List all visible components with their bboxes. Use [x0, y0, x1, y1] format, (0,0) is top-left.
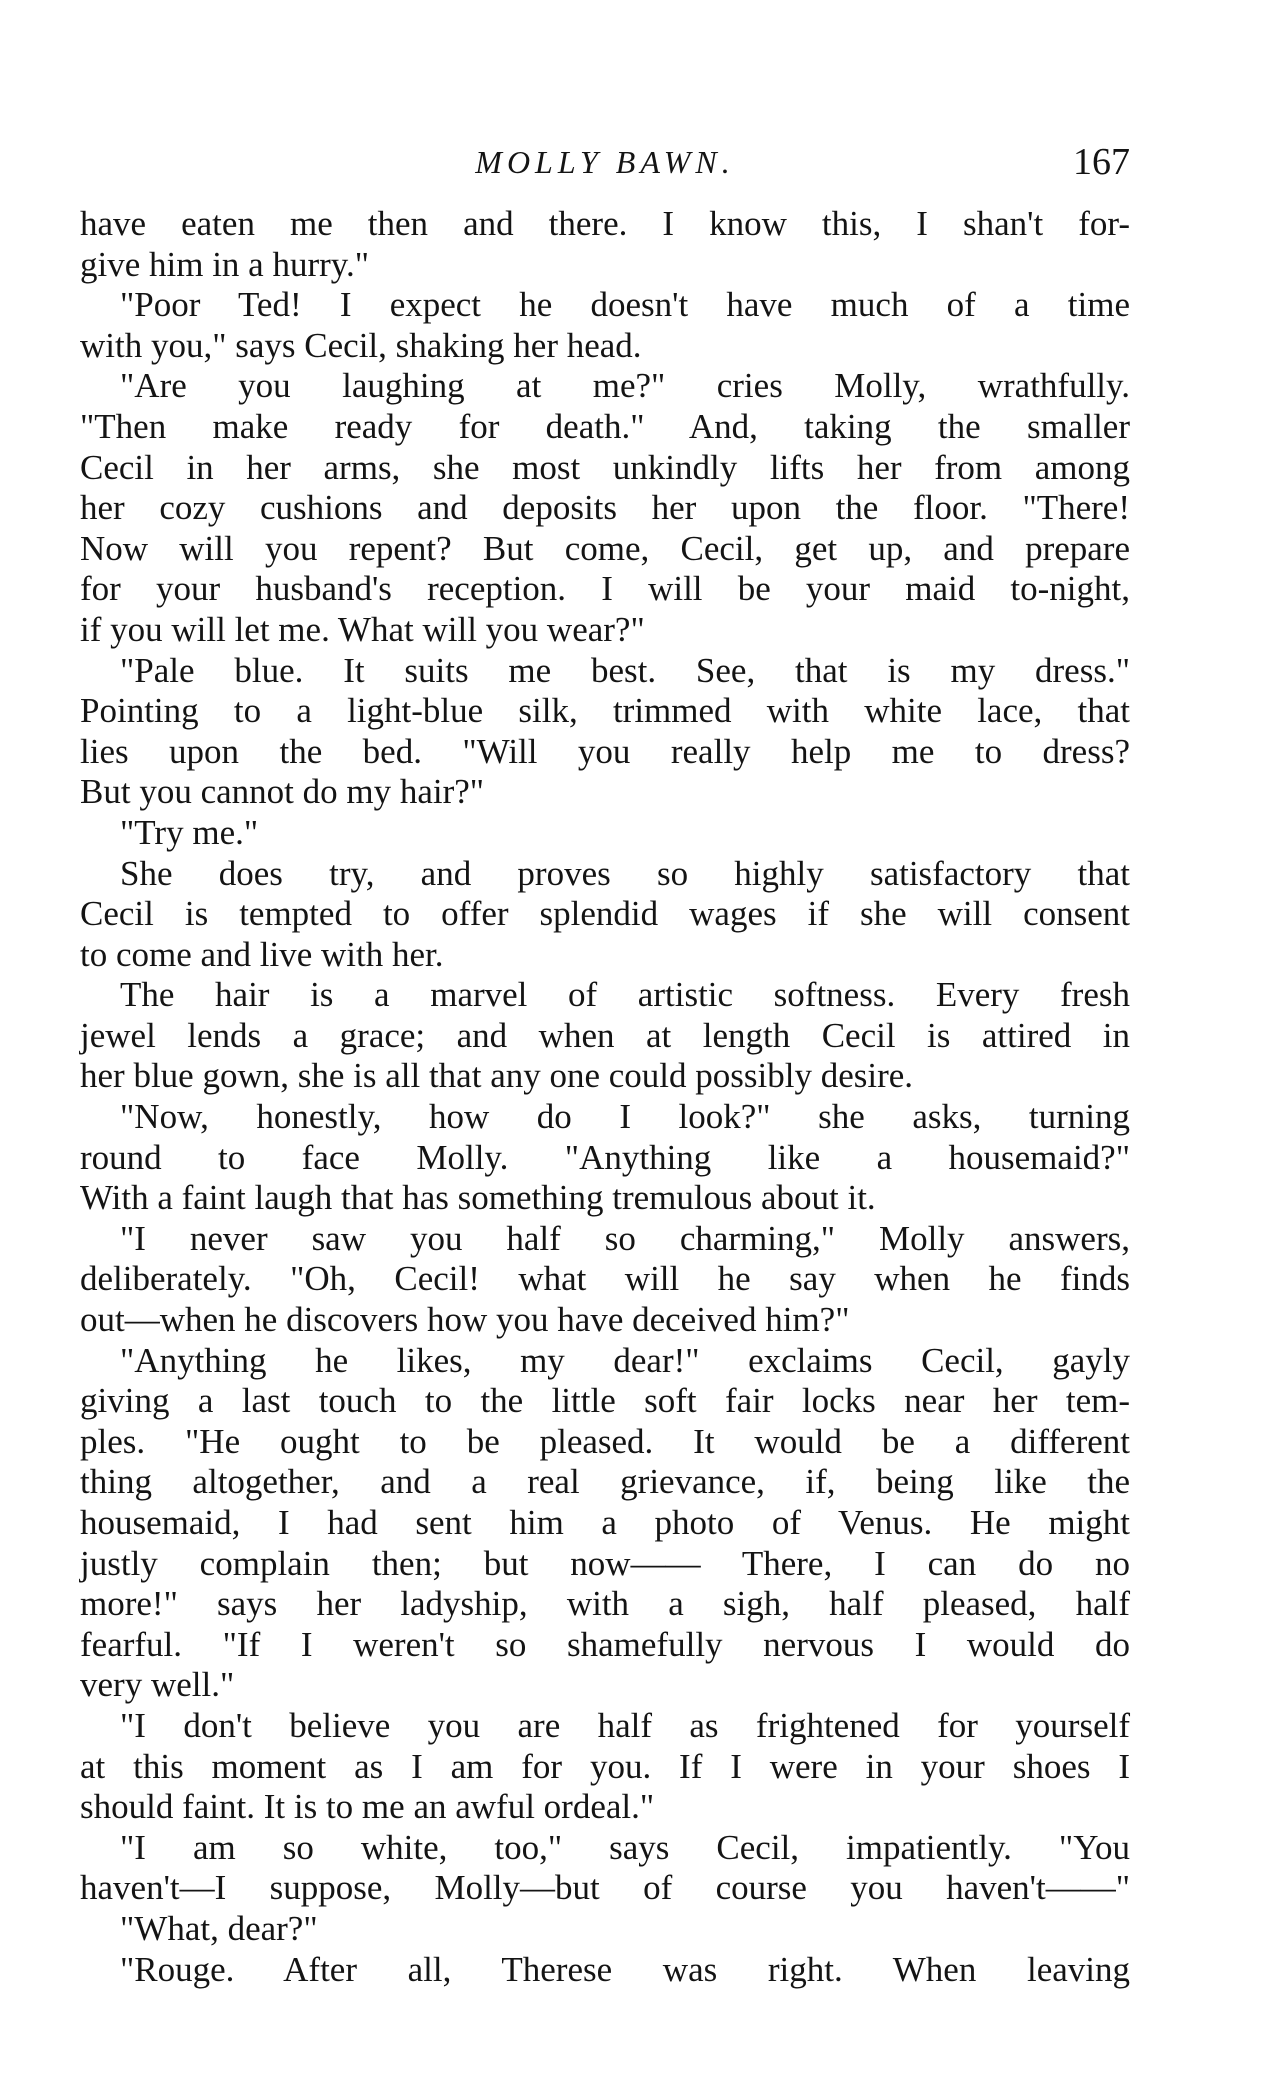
text-line: jewel lends a grace; and when at length Cecil is attired in — [80, 1015, 1130, 1055]
text-line: give him in a hurry." — [80, 244, 370, 284]
text-line: "I never saw you half so charming," Molly answers, — [120, 1218, 1130, 1258]
text-line: giving a last touch to the little soft fair locks near her tem- — [80, 1381, 1130, 1421]
text-line: fearful. "If I weren't so shamefully nervous I would do — [80, 1624, 1130, 1664]
book-page — [80, 140, 1130, 2040]
text-line: "Then make ready for death." And, taking the smaller — [80, 406, 1130, 446]
text-line: She does try, and proves so highly satisfactory that — [120, 853, 1130, 893]
text-line: "Try me." — [120, 812, 259, 852]
text-line: have eaten me then and there. I know this, I shan't for- — [80, 204, 1130, 243]
text-line: lies upon the bed. "Will you really help me to dress? — [80, 731, 1130, 771]
text-line: should faint. It is to me an awful ordeal." — [80, 1787, 655, 1827]
text-line: Cecil in her arms, she most unkindly lifts her from among — [80, 447, 1130, 487]
text-line: her blue gown, she is all that any one could possibly desire. — [80, 1056, 914, 1096]
text-line: her cozy cushions and deposits her upon the floor. "There! — [80, 488, 1130, 528]
text-line: "Now, honestly, how do I look?" she asks, turning — [120, 1097, 1130, 1137]
text-line: housemaid, I had sent him a photo of Venus. He might — [80, 1503, 1130, 1542]
text-line: with you," says Cecil, shaking her head. — [80, 325, 642, 365]
text-line: at this moment as I am for you. If I were in your shoes I — [80, 1746, 1130, 1786]
text-line: "Are you laughing at me?" cries Molly, wrathfully. — [120, 366, 1130, 406]
text-line: But you cannot do my hair?" — [80, 772, 485, 812]
text-line: thing altogether, and a real grievance, if, being like the — [80, 1462, 1130, 1502]
text-line: out—when he discovers how you have deceived him?" — [80, 1300, 850, 1340]
running-title: MOLLY BAWN. — [475, 144, 735, 180]
text-line: The hair is a marvel of artistic softness. Every fresh — [120, 975, 1130, 1015]
text-line: round to face Molly. "Anything like a housemaid?" — [80, 1137, 1130, 1177]
text-line: very well." — [80, 1665, 235, 1705]
text-line: more!" says her ladyship, with a sigh, half pleased, half — [80, 1584, 1130, 1624]
text-line: With a faint laugh that has something tremulous about it. — [80, 1178, 876, 1218]
text-line: "I am so white, too," says Cecil, impatiently. "You — [120, 1827, 1130, 1867]
page-header — [80, 140, 1130, 196]
text-line: Now will you repent? But come, Cecil, get up, and prepare — [80, 528, 1130, 568]
text-line: "Pale blue. It suits me best. See, that is my dress." — [120, 650, 1130, 690]
text-line: Pointing to a light-blue silk, trimmed with white lace, that — [80, 691, 1130, 731]
text-line: haven't—I suppose, Molly—but of course you haven't——" — [80, 1868, 1130, 1908]
text-line: deliberately. "Oh, Cecil! what will he say when he finds — [80, 1259, 1130, 1299]
body-text — [80, 204, 1130, 1990]
text-line: if you will let me. What will you wear?" — [80, 609, 645, 649]
text-line: justly complain then; but now—— There, I can do no — [80, 1543, 1130, 1583]
page-number: 167 — [1073, 141, 1130, 183]
text-line: Cecil is tempted to offer splendid wages if she will consent — [80, 894, 1130, 934]
text-line: to come and live with her. — [80, 934, 444, 974]
text-line: for your husband's reception. I will be your maid to-night, — [80, 569, 1130, 609]
text-line: "Poor Ted! I expect he doesn't have much of a time — [120, 285, 1130, 325]
text-line: ples. "He ought to be pleased. It would be a different — [80, 1421, 1130, 1461]
text-line: "Anything he likes, my dear!" exclaims Cecil, gayly — [120, 1340, 1130, 1380]
text-line: "Rouge. After all, Therese was right. When leaving — [120, 1949, 1130, 1989]
text-line: "What, dear?" — [120, 1908, 318, 1948]
text-line: "I don't believe you are half as frightened for yourself — [120, 1705, 1130, 1745]
